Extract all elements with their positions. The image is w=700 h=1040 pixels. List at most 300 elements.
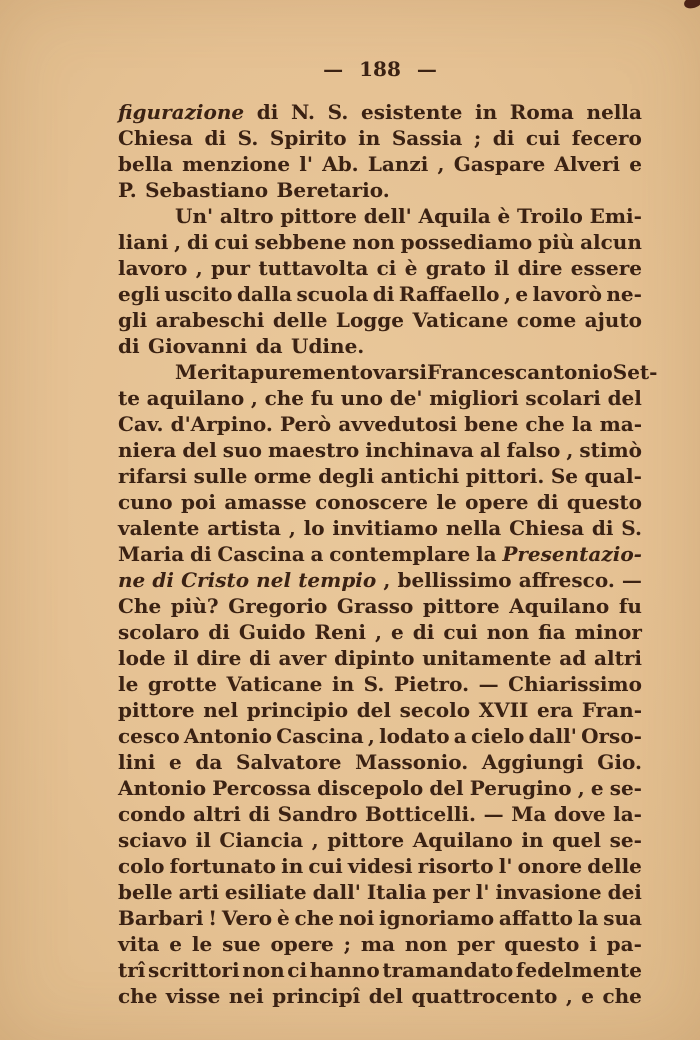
word: falso — [506, 438, 561, 462]
word: l' — [498, 854, 513, 878]
word: opere — [270, 932, 334, 956]
word: di — [152, 568, 174, 592]
word: scuola — [296, 282, 369, 306]
word: Però — [279, 412, 332, 436]
word: ma — [360, 932, 395, 956]
word: de' — [389, 386, 423, 410]
word: e — [590, 776, 604, 800]
word: la — [577, 906, 599, 930]
word: Ciancia — [219, 828, 304, 852]
word: , — [437, 152, 445, 176]
word: cui — [443, 620, 478, 644]
word: l' — [299, 152, 313, 176]
word: minor — [574, 620, 642, 644]
word: , — [374, 620, 382, 644]
word: Orso- — [581, 724, 642, 748]
word: e — [390, 620, 404, 644]
word: scolari — [525, 386, 601, 410]
word: ne- — [606, 282, 642, 306]
word: le — [191, 932, 213, 956]
word: non — [352, 230, 395, 254]
word: Ma — [511, 802, 547, 826]
word: Chiarissimo — [508, 672, 642, 696]
word: di — [186, 230, 209, 254]
word: conoscere — [315, 490, 428, 514]
word: del — [182, 438, 217, 462]
word: onore — [517, 854, 583, 878]
word: alcun — [580, 230, 642, 254]
word: aver — [278, 646, 327, 670]
word: altri — [594, 646, 642, 670]
word: lode — [118, 646, 166, 670]
word: Vaticane — [412, 308, 509, 332]
word: maestro — [268, 438, 360, 462]
word: , — [503, 282, 511, 306]
word: discepolo — [317, 776, 424, 800]
word: quattrocento — [411, 984, 558, 1008]
word: Sandro — [277, 802, 358, 826]
word: cui — [308, 854, 343, 878]
word: nella — [586, 100, 642, 124]
word: S. — [237, 126, 259, 150]
text-line — [118, 567, 642, 593]
word: fecero — [571, 126, 642, 150]
word: XVII — [478, 698, 529, 722]
word: di — [118, 334, 140, 358]
word: pittore — [118, 698, 195, 722]
word: S. — [363, 672, 385, 696]
text-line — [118, 307, 642, 333]
word: ad — [559, 646, 587, 670]
text-line — [118, 749, 642, 775]
word: Troilo — [517, 204, 583, 228]
word: S. — [327, 100, 349, 124]
word: Perugino — [469, 776, 572, 800]
word: e — [581, 984, 594, 1008]
word: hanno — [309, 958, 380, 982]
word: poi — [181, 490, 216, 514]
word: se- — [609, 828, 642, 852]
word: Grasso — [336, 594, 414, 618]
word: Presentazio- — [502, 542, 642, 566]
word: dell' — [363, 204, 412, 228]
word: che — [602, 984, 642, 1008]
word: in — [281, 854, 304, 878]
word: l' — [475, 880, 490, 904]
text-line — [118, 385, 642, 411]
word: Antonio — [118, 776, 207, 800]
word: scrittori — [148, 958, 240, 982]
word: trî — [118, 958, 146, 982]
word: bella — [118, 152, 173, 176]
word: pa- — [606, 932, 642, 956]
word: in — [331, 672, 355, 696]
word: nei — [228, 984, 264, 1008]
word: di — [412, 620, 435, 644]
word: il — [173, 646, 189, 670]
word: Massonio. — [355, 750, 469, 774]
text-line — [118, 723, 642, 749]
word: suo — [222, 438, 262, 462]
word: pittori. — [465, 464, 545, 488]
word: Botticelli. — [365, 802, 477, 826]
word: è — [404, 256, 418, 280]
word: ci — [287, 958, 308, 982]
word: nel — [203, 698, 239, 722]
word: affresco. — [518, 568, 615, 592]
word: lavorò — [532, 282, 602, 306]
text-line — [118, 697, 642, 723]
word: Reni — [314, 620, 366, 644]
word: di — [249, 646, 271, 670]
word: Ab. — [322, 152, 359, 176]
word: qual- — [584, 464, 642, 488]
word: possediamo — [400, 230, 533, 254]
word: cuno — [118, 490, 173, 514]
word: cielo — [470, 724, 525, 748]
word: Percossa — [212, 776, 312, 800]
word: , — [577, 776, 585, 800]
word: liani — [118, 230, 169, 254]
word: , — [174, 230, 182, 254]
word: Sebastiano — [145, 178, 269, 202]
word: migliori — [429, 386, 519, 410]
word: , — [250, 386, 258, 410]
word: Cristo — [181, 568, 250, 592]
word: pure — [250, 360, 302, 384]
word: cui — [214, 230, 249, 254]
word: Spirito — [269, 126, 347, 150]
text-line — [118, 229, 642, 255]
word: in — [474, 100, 498, 124]
word: invasione — [495, 880, 602, 904]
word: lodato — [379, 724, 450, 748]
word: questo — [504, 932, 580, 956]
text-line — [118, 203, 642, 229]
word: Italia — [366, 880, 427, 904]
word: , — [565, 984, 573, 1008]
word: e — [169, 750, 182, 774]
word: avvedutosi — [338, 412, 458, 436]
word: Giovanni — [147, 334, 248, 358]
word: non — [486, 620, 530, 644]
word: delle — [587, 854, 642, 878]
text-line — [118, 411, 642, 437]
text-line — [118, 255, 642, 281]
text-line — [118, 905, 642, 931]
word: le — [118, 672, 139, 696]
word: dipinto — [334, 646, 415, 670]
word: ajuto — [584, 308, 642, 332]
word: grato — [425, 256, 486, 280]
word: S. — [621, 516, 642, 540]
word: bene — [464, 412, 519, 436]
word: sue — [222, 932, 261, 956]
word: Se — [550, 464, 578, 488]
word: fu — [310, 386, 334, 410]
word: Pietro. — [393, 672, 470, 696]
text-line — [118, 593, 642, 619]
word: opere — [465, 490, 529, 514]
word: Emi- — [589, 204, 642, 228]
word: in — [358, 126, 381, 150]
word: la — [571, 412, 593, 436]
word: di — [189, 542, 212, 566]
word: tuttavolta — [258, 256, 369, 280]
word: ignoriamo — [379, 906, 495, 930]
text-line — [118, 177, 642, 203]
word: degli — [318, 464, 375, 488]
word: stimò — [579, 438, 642, 462]
word: di — [248, 802, 271, 826]
word: lini — [118, 750, 156, 774]
word: e — [169, 932, 183, 956]
word: delle — [272, 308, 328, 332]
word: che — [264, 386, 305, 410]
word: , — [566, 438, 574, 462]
word: di — [591, 516, 614, 540]
word: Cav. — [118, 412, 164, 436]
word: ci — [376, 256, 397, 280]
word: niera — [118, 438, 177, 462]
text-line — [118, 853, 642, 879]
word: Chiesa — [118, 126, 193, 150]
word: rifarsi — [118, 464, 188, 488]
word: risorto — [417, 854, 494, 878]
word: condo — [118, 802, 186, 826]
word: fortunato — [169, 854, 276, 878]
word: amasse — [224, 490, 307, 514]
word: Francescantonio — [426, 360, 613, 384]
word: artista — [207, 516, 282, 540]
word: di — [536, 490, 559, 514]
word: la- — [613, 802, 642, 826]
word: come — [516, 308, 577, 332]
word: di — [204, 126, 227, 150]
word: del — [607, 386, 642, 410]
text-line — [118, 983, 642, 1009]
word: vita — [118, 932, 160, 956]
word: del — [429, 776, 464, 800]
word: N. — [291, 100, 315, 124]
word: — — [483, 802, 504, 826]
word: affatto — [498, 906, 574, 930]
word: a — [453, 724, 467, 748]
word: il — [195, 828, 211, 852]
word: arabeschi — [155, 308, 265, 332]
word: quel — [552, 828, 602, 852]
word: Gio. — [597, 750, 642, 774]
word: che — [118, 984, 158, 1008]
word: mentovarsi — [302, 360, 427, 384]
word: aquilano — [146, 386, 245, 410]
text-line — [118, 281, 642, 307]
word: ! — [208, 906, 218, 930]
word: d'Arpino. — [170, 412, 273, 436]
word: sebbene — [254, 230, 347, 254]
text-line — [118, 359, 658, 385]
word: visse — [165, 984, 221, 1008]
word: non — [242, 958, 285, 982]
word: che — [294, 906, 334, 930]
word: e — [515, 282, 529, 306]
word: più? — [170, 594, 219, 618]
word: — — [478, 672, 499, 696]
word: Cascina — [276, 724, 364, 748]
word: di — [256, 100, 279, 124]
word: secolo — [399, 698, 471, 722]
word: le — [436, 490, 457, 514]
word: antichi — [380, 464, 460, 488]
word: egli — [118, 282, 160, 306]
word: figurazione — [118, 100, 245, 124]
word: principî — [272, 984, 361, 1008]
word: se- — [609, 776, 642, 800]
word: tempio — [298, 568, 377, 592]
word: nella — [445, 516, 502, 540]
word: valente — [118, 516, 200, 540]
word: e — [629, 152, 642, 176]
word: inchinava — [365, 438, 474, 462]
word: era — [536, 698, 574, 722]
word: sua — [603, 906, 642, 930]
word: Cascina — [217, 542, 305, 566]
word: di — [372, 282, 395, 306]
text-line — [118, 827, 642, 853]
word: è — [276, 906, 290, 930]
word: Un' — [175, 204, 214, 228]
word: Roma — [509, 100, 574, 124]
word: fu — [618, 594, 642, 618]
word: è — [497, 204, 511, 228]
word: sulle — [193, 464, 248, 488]
word: in — [521, 828, 544, 852]
text-line — [118, 671, 642, 697]
word: arti — [178, 880, 219, 904]
word: essere — [570, 256, 642, 280]
word: altri — [192, 802, 241, 826]
text-line — [118, 463, 642, 489]
word: , — [195, 256, 203, 280]
word: cui — [525, 126, 561, 150]
word: te — [118, 386, 140, 410]
word: questo — [566, 490, 642, 514]
word: che — [525, 412, 565, 436]
text-line — [118, 333, 642, 359]
text-line — [118, 125, 642, 151]
word: Set- — [612, 360, 658, 384]
text-line — [118, 151, 642, 177]
word: uno — [340, 386, 384, 410]
word: al — [479, 438, 501, 462]
text-line — [118, 515, 642, 541]
word: Raffaello — [398, 282, 500, 306]
word: Antonio — [183, 724, 273, 748]
text-line — [118, 489, 642, 515]
word: per — [457, 932, 495, 956]
word: ; — [343, 932, 352, 956]
word: fia — [538, 620, 566, 644]
word: ma- — [599, 412, 642, 436]
word: unitamente — [422, 646, 552, 670]
word: lavoro — [118, 256, 188, 280]
word: pittore — [422, 594, 500, 618]
word: lo — [303, 516, 325, 540]
text-line — [118, 645, 642, 671]
word: Maria — [118, 542, 185, 566]
word: a — [310, 542, 324, 566]
word: scolaro — [118, 620, 200, 644]
word: , — [367, 724, 375, 748]
word: invitiamo — [332, 516, 439, 540]
word: Aquila — [418, 204, 491, 228]
word: contemplare — [329, 542, 471, 566]
word: principio — [246, 698, 349, 722]
page-number: — 188 — — [323, 57, 437, 81]
word: belle — [118, 880, 173, 904]
word: Chiesa — [509, 516, 585, 540]
word: da — [255, 334, 283, 358]
word: pittore — [327, 828, 405, 852]
word: Che — [118, 594, 162, 618]
text-line — [118, 99, 642, 125]
word: dall' — [312, 880, 361, 904]
word: di — [208, 620, 230, 644]
word: uscito — [164, 282, 233, 306]
word: grotte — [147, 672, 217, 696]
word: ne — [118, 568, 146, 592]
word: Merita — [175, 360, 251, 384]
word: bellissimo — [397, 568, 512, 592]
text-line — [118, 879, 642, 905]
word: dire — [196, 646, 242, 670]
word: la — [476, 542, 497, 566]
word: Aquilano — [509, 594, 610, 618]
word: videsi — [347, 854, 413, 878]
text-block — [118, 99, 658, 1009]
word: dire — [517, 256, 563, 280]
ink-smudge — [683, 0, 700, 9]
word: esistente — [361, 100, 463, 124]
word: pittore — [280, 204, 357, 228]
word: Alveri — [554, 152, 621, 176]
text-line — [118, 437, 642, 463]
word: orme — [253, 464, 312, 488]
word: P. — [118, 178, 137, 202]
text-line — [118, 931, 642, 957]
word: più — [538, 230, 575, 254]
word: sciavo — [118, 828, 187, 852]
word: tramandato — [382, 958, 514, 982]
word: ; — [473, 126, 482, 150]
word: Vero — [221, 906, 273, 930]
word: gli — [118, 308, 148, 332]
word: del — [368, 984, 404, 1008]
text-line — [118, 957, 642, 983]
word: del — [356, 698, 391, 722]
word: altro — [219, 204, 274, 228]
word: dove — [553, 802, 606, 826]
text-line — [118, 775, 642, 801]
word: — — [621, 568, 642, 592]
word: , — [383, 568, 391, 592]
word: Fran- — [581, 698, 642, 722]
word: Barbari — [118, 906, 204, 930]
word: il — [494, 256, 510, 280]
word: dalla — [236, 282, 293, 306]
word: menzione — [182, 152, 291, 176]
word: Lanzi — [367, 152, 429, 176]
